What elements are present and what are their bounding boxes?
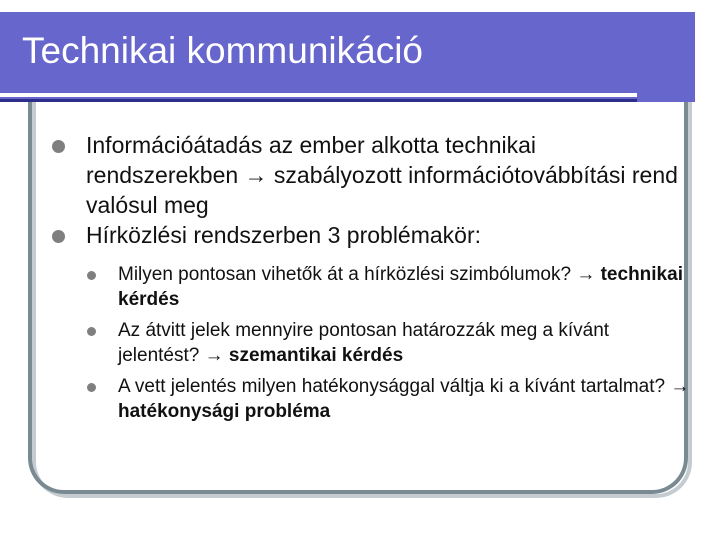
sub-bullet-dot-icon <box>87 383 96 392</box>
sub-bullet-text: Milyen pontosan vihetők át a hírközlési szimbólumok? → <box>118 264 601 285</box>
sub-bullet-dot-icon <box>87 271 96 280</box>
sub-bullet-text: A vett jelentés milyen hatékonysággal váltja ki a kívánt tartalmat? → <box>118 376 690 397</box>
sub-bullet-text: Az átvitt jelek mennyire pontosan határozzák meg a kívánt jelentést? → <box>118 320 610 366</box>
bullet-item <box>52 130 692 220</box>
sub-bullet-bold: technikai kérdés <box>118 264 683 310</box>
sub-bullet-bold: hatékonysági probléma <box>118 401 331 422</box>
bullet-text: Hírközlési rendszerben 3 problémakör: <box>86 222 482 248</box>
bullet-text: Információátadás az ember alkotta technikai rendszerekben → szabályozott információtovábbítási rend valósul meg <box>86 132 678 218</box>
title-divider-light <box>0 93 637 97</box>
sub-bullet-item <box>52 318 692 368</box>
sub-bullet-item <box>52 262 692 312</box>
slide-content <box>52 130 692 424</box>
bullet-dot-icon <box>52 140 65 153</box>
bullet-dot-icon <box>52 230 65 243</box>
slide-title: Technikai kommunikáció <box>22 30 424 71</box>
sub-bullet-item <box>52 374 692 424</box>
title-divider-dark <box>0 99 637 102</box>
sub-bullet-bold: szemantikai kérdés <box>228 345 404 366</box>
bullet-item <box>52 220 692 250</box>
sub-bullet-dot-icon <box>87 327 96 336</box>
